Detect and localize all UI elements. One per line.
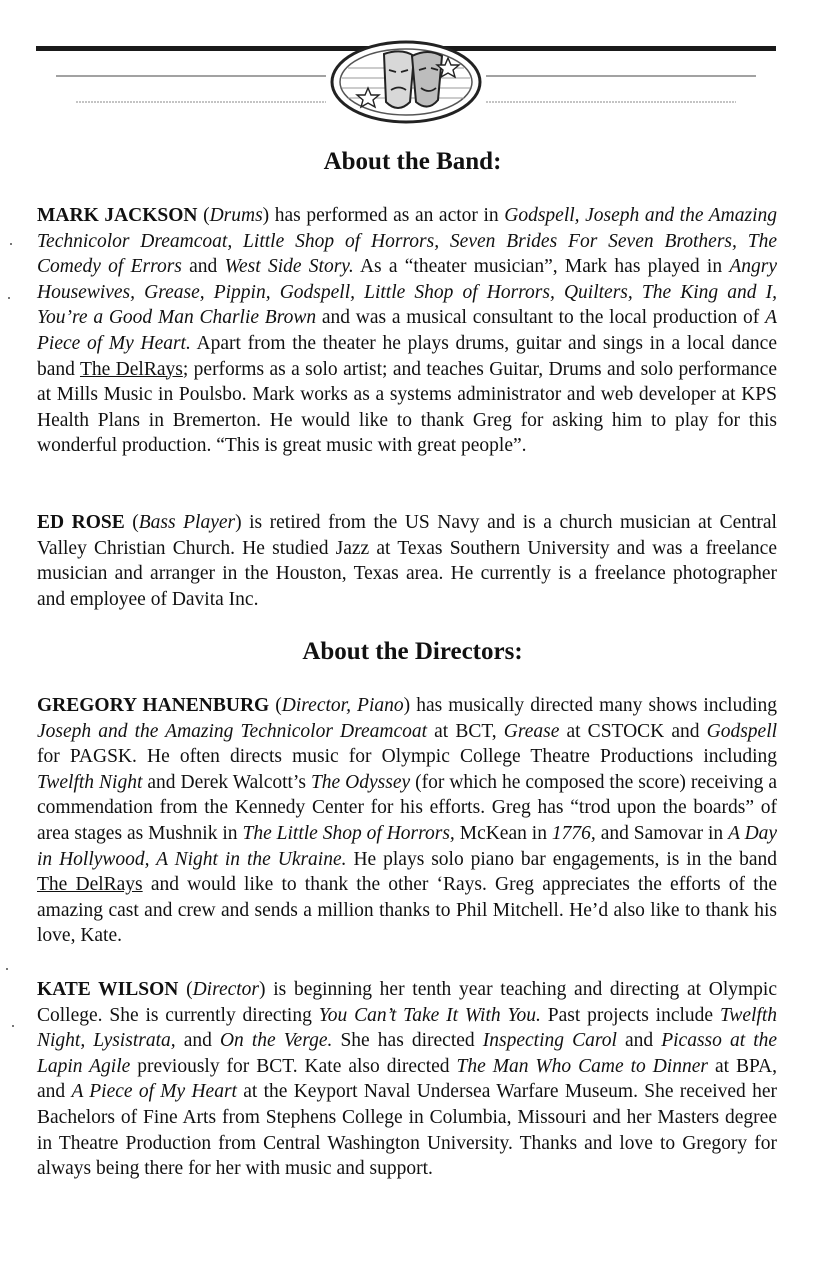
bio-text: at CSTOCK and	[566, 720, 700, 742]
bio-text: and	[183, 1030, 212, 1052]
show-title: A Piece of My Heart.	[37, 307, 777, 354]
bio-text: has performed as an actor in	[274, 205, 499, 226]
show-title: The Man Who Came to Dinner	[456, 1055, 708, 1077]
bio-kate-wilson: KATE WILSON (Director) is beginning her tenth year teaching and directing at Olympic College. She is currently directing You Can’t Take It With You. Past projects include Twelfth Night, Lysistrata, and On the Verge. She has directed Inspecting Carol and Picasso at the Lapin Agile previously for BCT. Kate also directed The Man Who Came to Dinner at BPA, and A Piece of My Heart at the Keyport Naval Undersea Warfare Museum. She received her Bachelors of Fine Arts from Stephens College in Columbia, Missouri and her Masters degree in Theatre Production from Central Washington University. Thanks and love to Gregory for always being there for her with music and support.	[37, 979, 778, 1180]
show-title: A Piece of My Heart	[71, 1081, 237, 1103]
band-name-link: The DelRays	[37, 874, 143, 896]
bio-role: Drums	[209, 205, 263, 226]
show-title: On the Verge.	[219, 1030, 333, 1052]
bio-text: and Derek Walcott’s	[147, 771, 306, 793]
band-name-link: The DelRays	[79, 358, 183, 380]
bio-text: As a “theater musician”, Mark has played in	[359, 256, 723, 278]
show-titles: Angry Housewives, Grease, Pippin, Godspell, Little Shop of Horrors, Quilters, The King and I, You’re a Good Man Charlie Brown	[37, 256, 778, 329]
bio-text: for PAGSK. He often directs music for Olympic College Theatre Productions including	[37, 746, 777, 768]
bio-text: and was a musical consultant to the local production of	[321, 307, 760, 329]
bio-role: Director, Piano	[281, 695, 404, 716]
bio-text: ; performs as a solo artist; and teaches Guitar, Drums and solo performance at Mills Music in Poulsbo. Mark works as a systems administrator and web developer at KPS Health Plans in Bremerton. He would like to thank Greg for asking him to play for this wonderful production. “This is great music with great people”.	[37, 358, 777, 457]
bio-text: She has directed	[340, 1030, 475, 1052]
show-title: A Day in Hollywood, A Night in the Ukraine.	[37, 822, 778, 870]
show-title: The Odyssey	[310, 771, 411, 793]
bio-role: Bass Player	[138, 512, 236, 533]
bio-gregory-hanenburg: GREGORY HANENBURG (Director, Piano) has musically directed many shows including Joseph and the Amazing Technicolor Dreamcoat at BCT, Grease at CSTOCK and Godspell for PAGSK. He often directs music for Olympic College Theatre Productions including Twelfth Night and Derek Walcott’s The Odyssey (for which he composed the score) receiving a commendation from the Kennedy Center for his efforts. Greg has “trod upon the boards” of area stages as Mushnik in The Little Shop of Horrors, McKean in 1776, and Samovar in A Day in Hollywood, A Night in the Ukraine. He plays solo piano bar engagements, is in the band The DelRays and would like to thank the other ‘Rays. Greg appreciates the efforts of the amazing cast and crew and sends a million thanks to Phil Mitchell. He’d also like to thank his love, Kate.	[37, 695, 778, 947]
show-title: Twelfth Night	[37, 771, 143, 793]
show-title: 1776,	[551, 822, 596, 844]
show-title: Grease	[503, 720, 560, 742]
bio-text: at the Keyport Naval Undersea Warfare Museum. She received her Bachelors of Fine Arts from Stephens College in Columbia, Missouri and her Masters degree in Theatre Production from Central Washington University. Thanks and love to Gregory for always being there for her with music and support.	[37, 1081, 777, 1180]
scan-mark	[12, 1025, 14, 1027]
bio-name: ED ROSE	[37, 512, 125, 533]
theater-masks-icon	[332, 42, 480, 122]
bio-name: MARK JACKSON	[37, 205, 198, 226]
bio-text: McKean in	[459, 822, 547, 844]
show-title: The Little Shop of Horrors,	[242, 822, 455, 844]
band-section-title: About the Band:	[323, 148, 502, 175]
show-title: Joseph and the Amazing Technicolor Dreamcoat	[37, 720, 428, 742]
header-emblem	[36, 30, 776, 140]
scan-mark	[8, 297, 10, 299]
scan-mark	[6, 968, 8, 970]
bio-role: Director	[192, 979, 260, 1000]
show-titles: Twelfth Night, Lysistrata,	[37, 1004, 777, 1052]
bio-text: and Samovar in	[600, 822, 724, 844]
bio-text: at BCT,	[434, 720, 497, 742]
bio-mark-jackson: MARK JACKSON (Drums) has performed as an actor in Godspell, Joseph and the Amazing Technicolor Dreamcoat, Little Shop of Horrors, Seven Brides For Seven Brothers, The Comedy of Errors and West Side Story. As a “theater musician”, Mark has played in Angry Housewives, Grease, Pippin, Godspell, Little Shop of Horrors, Quilters, The King and I, You’re a Good Man Charlie Brown and was a musical consultant to the local production of A Piece of My Heart. Apart from the theater he plays drums, guitar and sings in a local dance band The DelRays; performs as a solo artist; and teaches Guitar, Drums and solo performance at Mills Music in Poulsbo. Mark works as a systems administrator and web developer at KPS Health Plans in Bremerton. He would like to thank Greg for asking him to play for this wonderful production. “This is great music with great people”.	[37, 205, 778, 457]
scan-mark	[10, 243, 12, 245]
directors-section-title: About the Directors:	[302, 638, 523, 665]
bio-text: and would like to thank the other ‘Rays. Greg appreciates the efforts of the amazing cast and crew and sends a million thanks to Phil Mitchell. He’d also like to thank his love, Kate.	[37, 874, 777, 947]
bio-text: and	[624, 1030, 654, 1052]
show-title: Godspell	[706, 720, 778, 742]
show-titles: Godspell, Joseph and the Amazing Technicolor Dreamcoat, Little Shop of Horrors, Seven Brides For Seven Brothers, The Comedy of Errors	[37, 205, 777, 278]
show-title: You Can’t Take It With You.	[318, 1004, 541, 1026]
bio-text: is beginning her tenth year teaching and directing at Olympic College. She is currently directing	[37, 979, 777, 1026]
bio-text: Past projects include	[547, 1004, 714, 1026]
show-title: West Side Story.	[224, 256, 354, 278]
bio-text: at BPA, and	[37, 1055, 777, 1103]
bio-text: previously for BCT. Kate also directed	[137, 1055, 450, 1077]
bio-text: and	[189, 256, 218, 278]
show-title: Inspecting Carol	[482, 1030, 617, 1052]
bio-name: GREGORY HANENBURG	[37, 695, 270, 716]
bio-text: is retired from the US Navy and is a church musician at Central Valley Christian Church. He studied Jazz at Texas Southern University and was a freelance musician and arranger in the Houston, Texas area. He currently is a freelance photographer and employee of Davita Inc.	[37, 512, 777, 610]
show-title: Picasso at the Lapin Agile	[37, 1030, 778, 1077]
bio-text: He plays solo piano bar engagements, is in the band	[353, 848, 778, 870]
bio-text: Apart from the theater he plays drums, guitar and sings in a local dance band	[37, 332, 777, 380]
bio-ed-rose: ED ROSE (Bass Player) is retired from the US Navy and is a church musician at Central Valley Christian Church. He studied Jazz at Texas Southern University and was a freelance musician and arranger in the Houston, Texas area. He currently is a freelance photographer and employee of Davita Inc.	[37, 512, 777, 610]
bio-name: KATE WILSON	[37, 979, 179, 1000]
bio-text: (for which he composed the score) receiving a commendation from the Kennedy Center for his efforts. Greg has “trod upon the boards” of area stages as Mushnik in	[37, 771, 778, 844]
bio-text: has musically directed many shows including	[416, 695, 778, 716]
